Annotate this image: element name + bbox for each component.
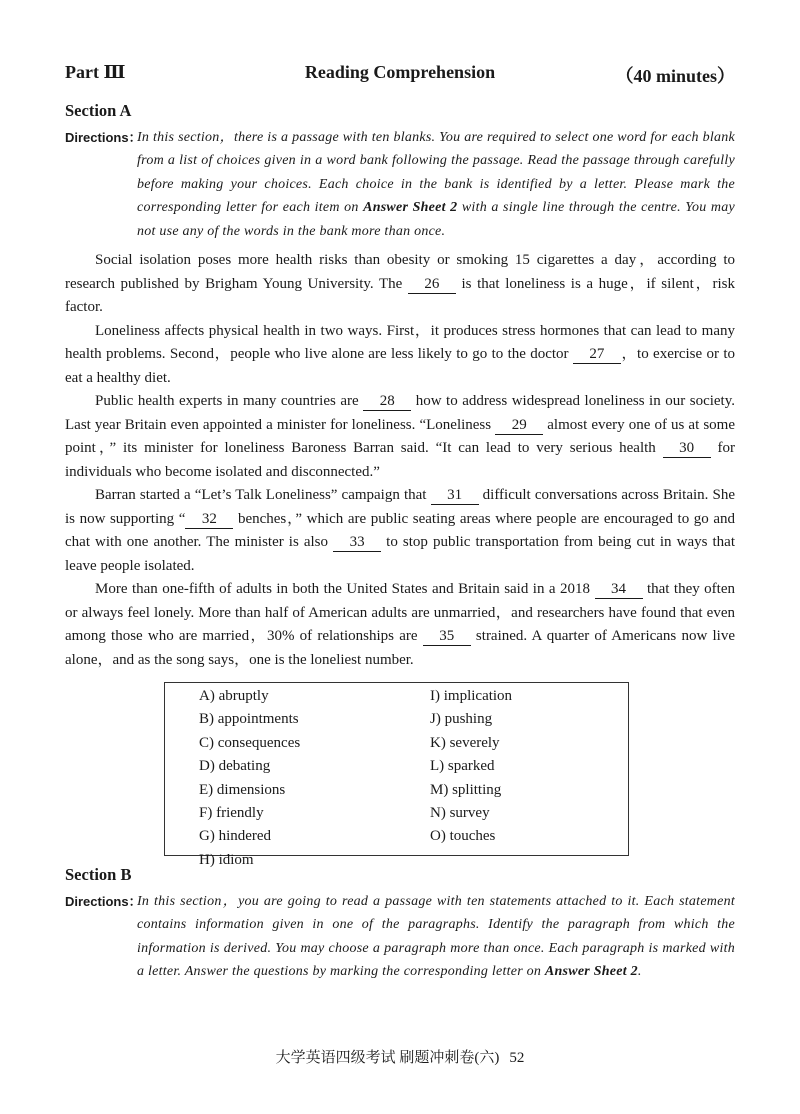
blank-27: 27 (573, 345, 621, 364)
footer-title: 大学英语四级考试 刷题冲刺卷(六) (275, 1050, 500, 1066)
directions-label: Directions： (65, 130, 142, 145)
passage-paragraph-2: Loneliness affects physical health in two ways. First，it produces stress hormones that can lead to many health problems. Second，people who live alone are less likely to go to the doctor 27 ，to exercise or to eat a healthy diet. (65, 322, 735, 386)
blank-33: 33 (333, 533, 381, 552)
section-a-title: Section A (65, 101, 132, 120)
word-option: K) severely (430, 734, 500, 751)
word-bank (164, 682, 629, 868)
word-option: B) appointments (199, 711, 299, 728)
passage-paragraph-1: Social isolation poses more health risks than obesity or smoking 15 cigarettes a day，according to research published by Brigham Young University. The 26 is that loneliness is a huge，if silent，risk factor. (65, 252, 735, 316)
blank-35: 35 (423, 627, 471, 646)
word-option: J) pushing (430, 711, 493, 728)
blank-26: 26 (408, 275, 456, 294)
answer-sheet-ref: Answer Sheet 2 (544, 964, 638, 980)
page-number: 52 (509, 1050, 525, 1066)
word-bank-right-column (430, 685, 512, 849)
answer-sheet-ref: Answer Sheet 2 (363, 200, 458, 216)
page-footer (0, 1046, 800, 1067)
passage-paragraph-5: More than one-fifth of adults in both the United States and Britain said in a 2018 34 that they often or always feel lonely. More than half of American adults are unmarried，and researchers have found that even among those who are married，30% of relationships are 35 strained. A quarter of Americans now live alone，and as the song says，one is the loneliest number. (65, 581, 735, 668)
word-option: A) abruptly (199, 688, 269, 705)
section-a-directions (65, 126, 735, 243)
blank-28: 28 (363, 392, 411, 411)
passage-paragraph-4: Barran started a “Let’s Talk Loneliness” campaign that 31 difficult conversations across Britain. She is now supporting “ 32 benches，” which are public seating areas where people are encouraged to go and chat with one another. The minister is also 33 to stop public transportation from being cut in ways that leave people isolated. (65, 487, 736, 574)
blank-32: 32 (185, 510, 233, 529)
part-label: Part Ⅲ (65, 62, 126, 82)
word-option: O) touches (430, 828, 496, 845)
part-time: （40 minutes） (615, 66, 735, 86)
word-option: C) consequences (199, 734, 301, 751)
word-option: E) dimensions (199, 781, 286, 798)
word-option: H) idiom (199, 851, 254, 868)
passage-paragraph-3: Public health experts in many countries are 28 how to address widespread loneliness in our society. Last year Britain even appointed a minister for loneliness. “Loneliness 29 almost every one of us at some point，” its minister for loneliness Baroness Barran said. “It can lead to very serious health 30 for individuals who become isolated and disconnected.” (65, 393, 736, 480)
word-option: M) splitting (430, 781, 502, 798)
blank-30: 30 (663, 439, 711, 458)
word-option: G) hindered (199, 828, 272, 845)
part-header (65, 62, 735, 92)
section-b-directions (65, 890, 735, 984)
word-option: D) debating (199, 758, 271, 775)
word-option: I) implication (430, 688, 513, 705)
directions-text: In this section，there is a passage with ten blanks. You are required to select one word for each blank from a list of choices given in a word bank following the passage. Read the passage through carefully before making your choices. Each choice in the bank is identified by a letter. Please mark the corresponding letter for each item on Answer Sheet 2 with a single line through the centre. You may not use any of the words in the bank more than once. (137, 130, 735, 239)
blank-31: 31 (431, 486, 479, 505)
directions-text: In this section，you are going to read a passage with ten statements attached to it. Each statement contains information given in one of the paragraphs. Identify the paragraph from which the information is derived. You may choose a paragraph more than once. Each paragraph is marked with a letter. Answer the questions by marking the corresponding letter on Answer Sheet 2. (137, 894, 735, 980)
word-option: F) friendly (199, 805, 264, 822)
word-option: L) sparked (430, 758, 495, 775)
word-bank-left-column (199, 685, 300, 872)
part-title: Reading Comprehension (304, 62, 496, 82)
section-b-title: Section B (65, 865, 132, 885)
blank-34: 34 (595, 580, 643, 599)
word-option: N) survey (430, 805, 490, 822)
blank-29: 29 (495, 416, 543, 435)
directions-label: Directions： (65, 894, 142, 910)
exam-page (65, 62, 735, 990)
